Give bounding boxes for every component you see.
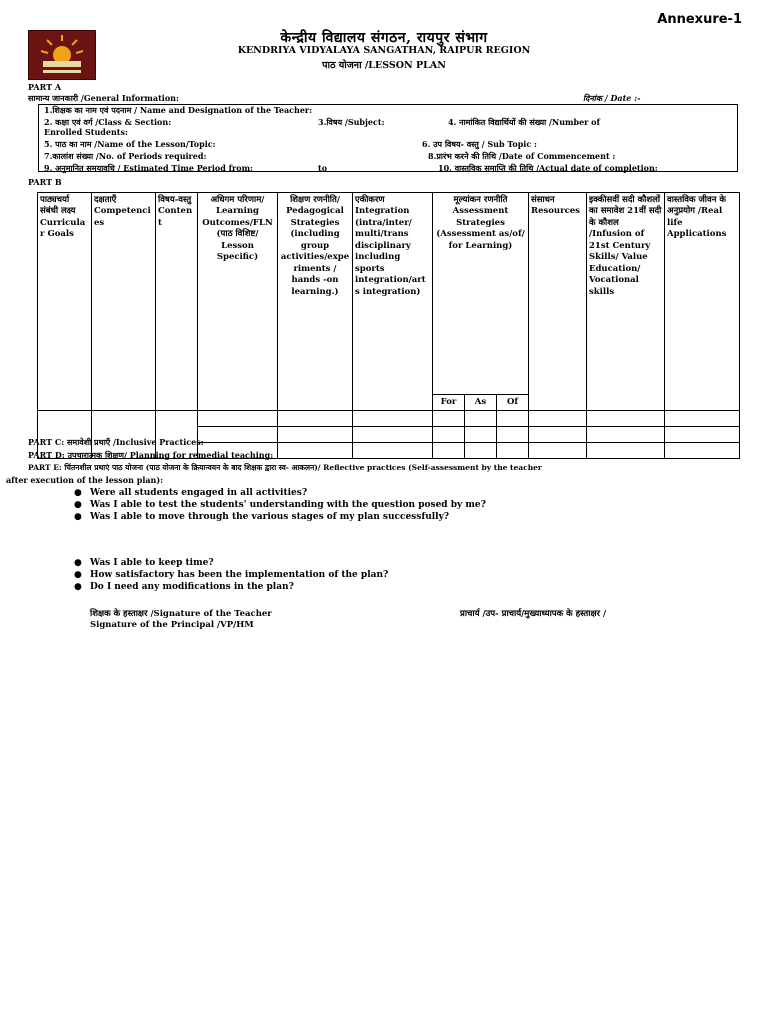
table-row <box>38 411 740 427</box>
title-hindi: केन्द्रीय विद्यालय संगठन, रायपुर संभाग <box>280 30 488 46</box>
part-e-text: चिंतनशील प्रथाएं पाठ योजना (पाठ योजना के क्रियान्वयन के बाद शिक्षक द्वारा स्व- आकलन)/ Reflective practices (Self-assessment by the teacher <box>64 463 542 472</box>
field-class-section: 2. कक्षा एवं वर्ग /Class & Section: <box>44 117 172 127</box>
cell[interactable] <box>529 427 587 443</box>
cell[interactable] <box>278 443 353 459</box>
cell[interactable] <box>198 427 278 443</box>
title-english: KENDRIYA VIDYALAYA SANGATHAN, RAIPUR REGION <box>237 45 531 56</box>
field-subject: 3.विषय /Subject: <box>318 117 385 127</box>
header-learning-outcomes: अधिगम परिणाम/ Learning Outcomes/FLN (पाठ विशिष्ट/ Lesson Specific) <box>198 193 278 411</box>
field-time-period: 9. अनुमानित समयावधि / Estimated Time Period from: <box>44 163 253 173</box>
annexure-label: Annexure-1 <box>657 12 742 27</box>
cell[interactable] <box>433 427 465 443</box>
cell[interactable] <box>529 443 587 459</box>
part-d <box>28 450 273 461</box>
list-item: ● Was I able to keep time? <box>74 557 388 569</box>
header-assess-for: For <box>433 395 465 411</box>
part-e-label: PART E: <box>28 463 62 472</box>
field-enrolled-students-cont: Enrolled Students: <box>44 127 128 137</box>
header-assessment: मूल्यांकन रणनीति Assessment Strategies (Assessment as/of/ for Learning) <box>433 193 529 395</box>
part-e <box>28 463 542 473</box>
cell[interactable] <box>497 443 529 459</box>
part-e-text-cont: after execution of the lesson plan): <box>6 475 164 485</box>
header-pedagogical-strategies: शिक्षण रणनीति/ Pedagogical Strategies (including group activities/experiments / hands -on learning.) <box>278 193 353 411</box>
list-item: ● Was I able to move through the various stages of my plan successfully? <box>74 511 486 523</box>
cell[interactable] <box>497 427 529 443</box>
cell[interactable] <box>465 443 497 459</box>
cell[interactable] <box>433 443 465 459</box>
field-completion: 10. वास्तविक समाप्ति की तिथि /Actual date of completion: <box>438 163 658 173</box>
teacher-signature: शिक्षक के हस्ताक्षर /Signature of the Teacher <box>90 609 272 619</box>
cell[interactable] <box>587 427 665 443</box>
header-integration: एकीकरण Integration (intra/inter/ multi/trans disciplinary including sports integration/arts integration) <box>353 193 433 411</box>
date-label: दिनांक / Date :- <box>583 93 641 103</box>
cell[interactable] <box>353 443 433 459</box>
table-header-row <box>38 193 740 395</box>
cell[interactable] <box>587 411 665 427</box>
part-c <box>28 437 204 448</box>
cell[interactable] <box>529 411 587 427</box>
part-b-label: PART B <box>28 177 62 187</box>
field-sub-topic: 6. उप विषय- वस्तु / Sub Topic : <box>422 139 537 149</box>
list-item: ● How satisfactory has been the implementation of the plan? <box>74 569 388 581</box>
header-content: विषय-वस्तु Content <box>156 193 198 411</box>
header-real-life: वास्तविक जीवन के अनुप्रयोग /Real life Applications <box>665 193 740 411</box>
field-lesson-topic: 5. पाठ का नाम /Name of the Lesson/Topic: <box>44 139 216 149</box>
cell[interactable] <box>198 411 278 427</box>
field-periods: 7.कालांश संख्या /No. of Periods required: <box>44 151 207 161</box>
cell[interactable] <box>465 427 497 443</box>
header-infusion: इक्कीसवीं सदी कौशलों का समावेश 21वीं सदी के कौशल /Infusion of 21st Century Skills/ Value Education/ Vocational skills <box>587 193 665 411</box>
part-c-label: PART C: <box>28 437 65 447</box>
cell[interactable] <box>465 411 497 427</box>
field-enrolled-students: 4. नामांकित विद्यार्थियों की संख्या /Number of <box>448 117 600 127</box>
header-resources: संसाधन Resources <box>529 193 587 411</box>
cell[interactable] <box>665 411 740 427</box>
reflection-questions-2 <box>74 557 388 593</box>
field-teacher-name: 1.शिक्षक का नाम एवं पदनाम / Name and Designation of the Teacher: <box>44 105 313 115</box>
part-c-text: समावेशी प्रथाएँ /Inclusive Practices: <box>67 437 204 447</box>
cell[interactable] <box>433 411 465 427</box>
header-competencies: दक्षताएँ Competencies <box>92 193 156 411</box>
part-a-label: PART A <box>28 82 62 92</box>
list-item: ● Do I need any modifications in the plan? <box>74 581 388 593</box>
header-assess-as: As <box>465 395 497 411</box>
cell[interactable] <box>587 443 665 459</box>
reflection-questions-1 <box>74 487 486 523</box>
principal-signature: Signature of the Principal /VP/HM <box>90 620 254 630</box>
header-curricular-goals: पाठ्यचर्या संबंधी लक्ष्य Curricular Goals <box>38 193 92 411</box>
lesson-plan-table <box>37 192 740 459</box>
general-info-label: सामान्य जानकारी /General Information: <box>28 93 179 103</box>
header-assess-of: Of <box>497 395 529 411</box>
cell[interactable] <box>353 411 433 427</box>
cell[interactable] <box>353 427 433 443</box>
cell[interactable] <box>278 411 353 427</box>
part-d-text: उपचारात्मक शिक्षण/ Planning for remedial teaching: <box>67 450 274 460</box>
principal-signature-hindi: प्राचार्य /उप- प्राचार्य/मुख्याध्यापक के हस्ताक्षर / <box>460 609 607 619</box>
cell[interactable] <box>278 427 353 443</box>
field-commencement: 8.प्रारंभ करने की तिथि /Date of Commencement : <box>428 151 616 161</box>
field-to: to <box>318 163 328 173</box>
cell[interactable] <box>665 443 740 459</box>
cell[interactable] <box>497 411 529 427</box>
list-item: ● Was I able to test the students' understanding with the question posed by me? <box>74 499 486 511</box>
part-d-label: PART D: <box>28 450 65 460</box>
list-item: ● Were all students engaged in all activities? <box>74 487 486 499</box>
cell[interactable] <box>665 427 740 443</box>
lesson-plan-subtitle: पाठ योजना /LESSON PLAN <box>322 60 446 71</box>
